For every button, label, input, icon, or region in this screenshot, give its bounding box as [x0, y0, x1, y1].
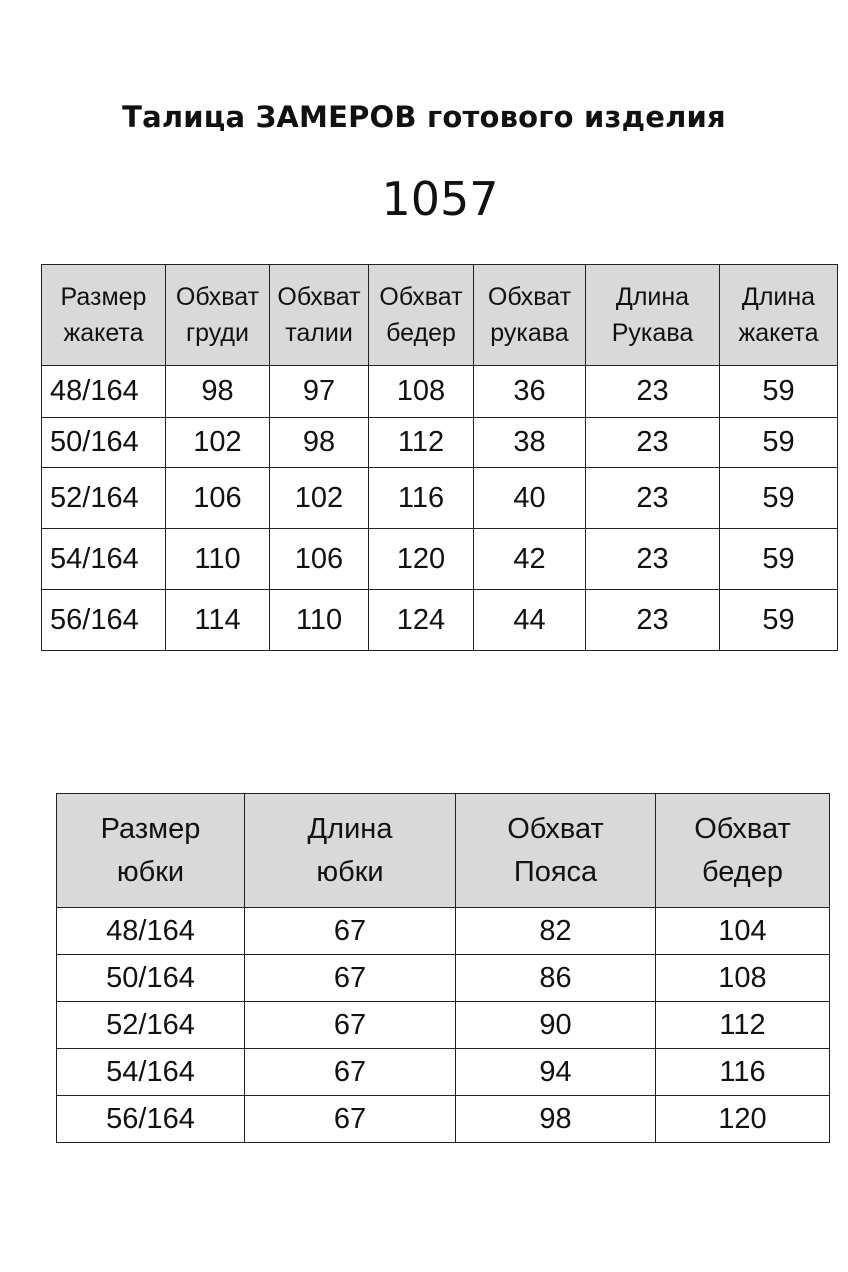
table-cell: 67 — [245, 1002, 456, 1049]
table-cell: 108 — [656, 955, 830, 1002]
skirt-header-hips: Обхват бедер — [656, 794, 830, 908]
table-cell: 50/164 — [42, 418, 166, 468]
table-row — [42, 418, 838, 468]
table-cell: 48/164 — [57, 908, 245, 955]
table-cell: 44 — [474, 590, 586, 651]
table-cell: 98 — [270, 418, 369, 468]
jacket-header-chest: Обхват груди — [166, 265, 270, 366]
table-cell: 120 — [656, 1096, 830, 1143]
table-cell: 98 — [166, 366, 270, 418]
table-row — [57, 955, 830, 1002]
table-cell: 67 — [245, 1049, 456, 1096]
table-cell: 120 — [369, 529, 474, 590]
table-cell: 108 — [369, 366, 474, 418]
table-cell: 86 — [456, 955, 656, 1002]
table-cell: 112 — [369, 418, 474, 468]
table-cell: 40 — [474, 468, 586, 529]
table-cell: 59 — [720, 366, 838, 418]
skirt-measurements-table — [56, 793, 830, 1143]
table-cell: 59 — [720, 529, 838, 590]
table-cell: 102 — [270, 468, 369, 529]
table-cell: 59 — [720, 418, 838, 468]
table-cell: 116 — [369, 468, 474, 529]
table-cell: 23 — [586, 418, 720, 468]
table-cell: 36 — [474, 366, 586, 418]
skirt-header-waistband: Обхват Пояса — [456, 794, 656, 908]
table-cell: 48/164 — [42, 366, 166, 418]
table-cell: 54/164 — [57, 1049, 245, 1096]
table-cell: 124 — [369, 590, 474, 651]
table-row — [57, 1096, 830, 1143]
table-cell: 67 — [245, 908, 456, 955]
table-cell: 59 — [720, 468, 838, 529]
jacket-header-sleeve-girth: Обхват рукава — [474, 265, 586, 366]
jacket-header-hips: Обхват бедер — [369, 265, 474, 366]
table-cell: 52/164 — [57, 1002, 245, 1049]
jacket-header-size: Размер жакета — [42, 265, 166, 366]
skirt-header-length: Длина юбки — [245, 794, 456, 908]
table-cell: 114 — [166, 590, 270, 651]
table-cell: 67 — [245, 955, 456, 1002]
table-cell: 23 — [586, 529, 720, 590]
table-cell: 90 — [456, 1002, 656, 1049]
jacket-header-jacket-length: Длина жакета — [720, 265, 838, 366]
table-cell: 106 — [270, 529, 369, 590]
table-cell: 56/164 — [42, 590, 166, 651]
table-cell: 94 — [456, 1049, 656, 1096]
jacket-header-sleeve-length: Длина Рукава — [586, 265, 720, 366]
table-cell: 59 — [720, 590, 838, 651]
skirt-header-size: Размер юбки — [57, 794, 245, 908]
table-cell: 112 — [656, 1002, 830, 1049]
page-title: Талица ЗАМЕРОВ готового изделия — [122, 100, 726, 134]
table-row — [57, 1049, 830, 1096]
table-row — [42, 366, 838, 418]
table-cell: 110 — [270, 590, 369, 651]
table-cell: 54/164 — [42, 529, 166, 590]
table-cell: 67 — [245, 1096, 456, 1143]
table-cell: 106 — [166, 468, 270, 529]
table-cell: 116 — [656, 1049, 830, 1096]
table-cell: 97 — [270, 366, 369, 418]
table-cell: 110 — [166, 529, 270, 590]
jacket-measurements-table — [41, 264, 838, 651]
table-cell: 52/164 — [42, 468, 166, 529]
table-row — [57, 1002, 830, 1049]
table-row — [42, 468, 838, 529]
table-cell: 38 — [474, 418, 586, 468]
table-cell: 98 — [456, 1096, 656, 1143]
table-cell: 23 — [586, 590, 720, 651]
jacket-header-row — [42, 265, 838, 366]
model-code: 1057 — [381, 172, 499, 226]
table-cell: 82 — [456, 908, 656, 955]
table-cell: 104 — [656, 908, 830, 955]
jacket-header-waist: Обхват талии — [270, 265, 369, 366]
skirt-header-row — [57, 794, 830, 908]
table-cell: 50/164 — [57, 955, 245, 1002]
table-row — [42, 590, 838, 651]
table-cell: 42 — [474, 529, 586, 590]
table-row — [57, 908, 830, 955]
table-cell: 56/164 — [57, 1096, 245, 1143]
table-cell: 102 — [166, 418, 270, 468]
table-cell: 23 — [586, 366, 720, 418]
table-cell: 23 — [586, 468, 720, 529]
table-row — [42, 529, 838, 590]
